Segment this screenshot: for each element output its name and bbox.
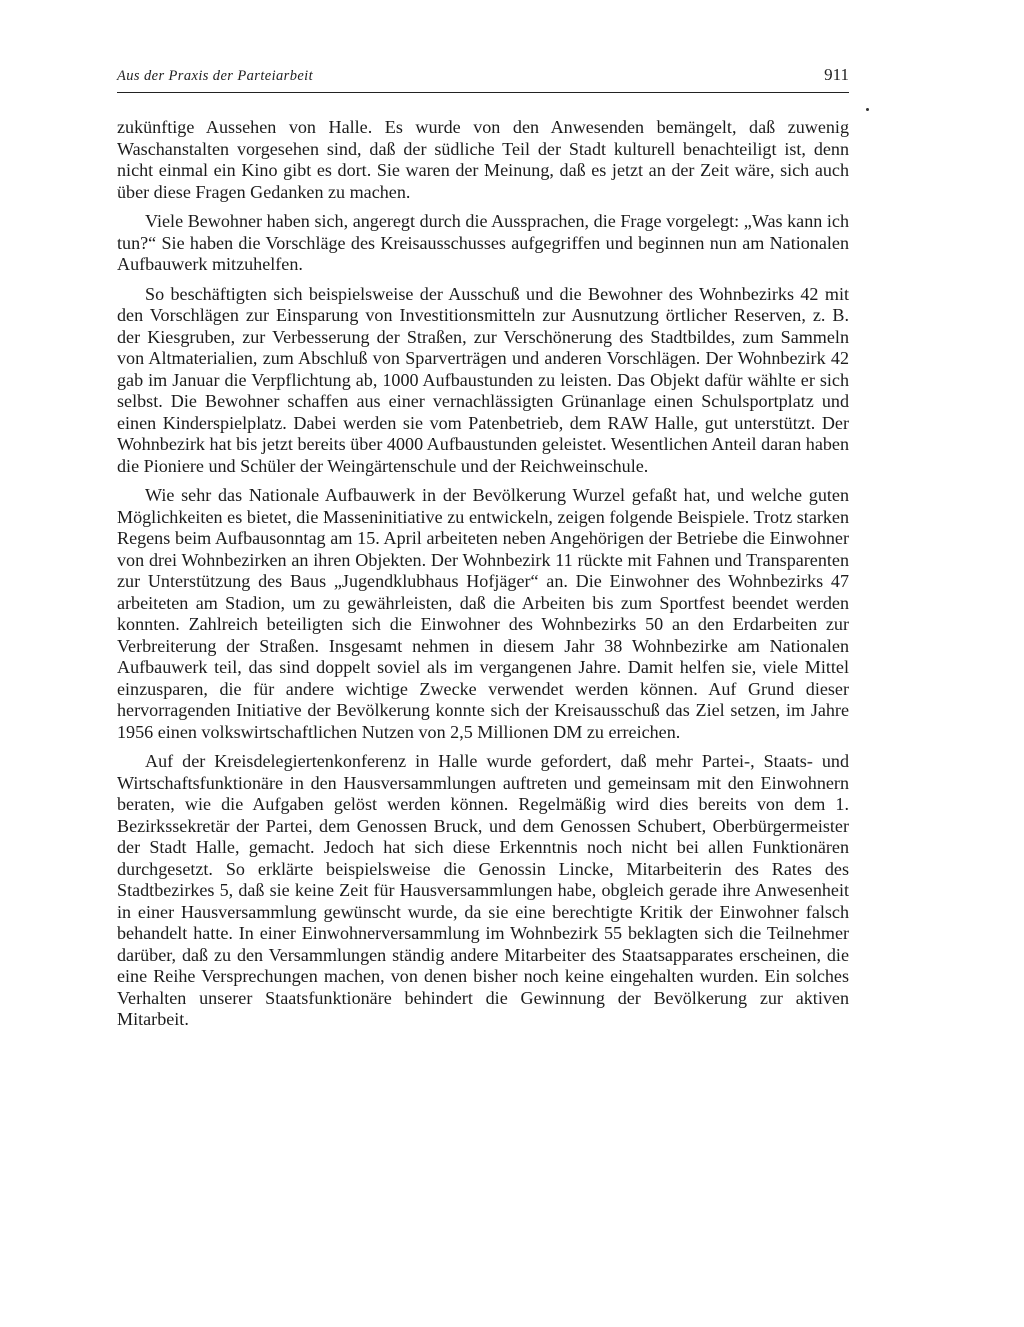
paragraph: Viele Bewohner haben sich, angeregt durch die Aussprachen, die Frage vorgelegt: „Was kann ich tun?“ Sie haben die Vorschläge des Kreisausschusses aufgegriffen und beginnen nun am Nationalen Aufbauwerk mitzuhelfen.	[117, 211, 849, 274]
paragraph: zukünftige Aussehen von Halle. Es wurde von den Anwesenden bemängelt, daß zuwenig Waschanstalten vorgesehen sind, daß der südliche Teil der Stadt kulturell benachteiligt ist, denn nicht einmal ein Kino gibt es dort. Sie waren der Meinung, daß es jetzt an der Zeit wäre, sich auch über diese Fragen Gedanken zu machen.	[117, 117, 849, 202]
print-speck	[866, 108, 869, 111]
paragraph: Auf der Kreisdelegiertenkonferenz in Halle wurde gefordert, daß mehr Partei-, Staats- und Wirtschaftsfunktionäre in den Hausversammlungen auftreten und gemeinsam mit den Einwohnern beraten, wie die Aufgaben gelöst werden können. Regelmäßig wird dies bereits von dem 1. Bezirkssekretär der Partei, dem Genossen Bruck, und dem Genossen Schubert, Oberbürgermeister der Stadt Halle, gemacht. Jedoch hat sich diese Erkenntnis noch nicht bei allen Funktionären durchgesetzt. So erklärte beispielsweise die Genossin Lincke, Mitarbeiterin des Rates des Stadtbezirkes 5, daß sie keine Zeit für Hausversammlungen habe, obgleich gerade ihre Anwesenheit in einer Hausversammlung gewünscht wurde, da sie eine berechtigte Kritik der Einwohner falsch behandelt hatte. In einer Einwohnerversammlung im Wohnbezirk 55 beklagten sich die Teilnehmer darüber, daß zu den Versammlungen ständig andere Mitarbeiter des Staatsapparates erscheinen, die eine Reihe Versprechungen machen, von denen bisher noch keine eingehalten wurden. Ein solches Verhalten unserer Staatsfunktionäre behindert die Gewinnung der Bevölkerung zur aktiven Mitarbeit.	[117, 751, 849, 1029]
page-number: 911	[824, 65, 849, 84]
running-title: Aus der Praxis der Parteiarbeit	[117, 68, 314, 84]
paragraph: So beschäftigten sich beispielsweise der Ausschuß und die Bewohner des Wohnbezirks 42 mit den Vorschlägen zur Einsparung von Investitionsmitteln zur Ausnutzung örtlicher Reserven, z. B. der Kiesgruben, zur Verbesserung der Straßen, zur Verschönerung des Stadtbildes, zum Sammeln von Altmaterialien, zum Abschluß von Sparverträgen und anderen Vorschlägen. Der Wohnbezirk 42 gab im Januar die Verpflichtung ab, 1000 Aufbaustunden zu leisten. Das Objekt dafür wählte er sich selbst. Die Bewohner schaffen aus einer vernachlässigten Grünanlage einen Schulsportplatz und einen Kinderspielplatz. Dabei werden sie vom Patenbetrieb, dem RAW Halle, gut unterstützt. Der Wohnbezirk hat bis jetzt bereits über 4000 Aufbaustunden geleistet. Wesentlichen Anteil daran haben die Pioniere und Schüler der Weingärtenschule und der Reichweinschule.	[117, 283, 849, 476]
paragraph: Wie sehr das Nationale Aufbauwerk in der Bevölkerung Wurzel gefaßt hat, und welche guten Möglichkeiten es bietet, die Masseninitiative zu entwickeln, zeigen folgende Beispiele. Trotz starken Regens beim Aufbausonntag am 15. April arbeiteten neben Angehörigen der Betriebe die Einwohner von drei Wohnbezirken an ihren Objekten. Der Wohnbezirk 11 rückte mit Fahnen und Transparenten zur Unterstützung des Baus „Jugendklubhaus Hofjäger“ an. Die Einwohner des Wohnbezirks 47 arbeiteten am Stadion, um zu gewährleisten, daß die Arbeiten bis zum Sportfest beendet werden konnten. Zahlreich beteiligten sich die Einwohner des Wohnbezirks 50 an den Erdarbeiten zur Verbreiterung der Straßen. Insgesamt nehmen in diesem Jahr 38 Wohnbezirke am Nationalen Aufbauwerk teil, das sind doppelt soviel als im vergangenen Jahre. Damit helfen sie, viele Mittel einzusparen, die für andere wichtige Zwecke verwendet werden können. Auf Grund dieser hervorragenden Initiative der Bevölkerung konnte sich der Kreisausschuß das Ziel setzen, im Jahre 1956 einen volkswirtschaftlichen Nutzen von 2,5 Millionen DM zu erreichen.	[117, 485, 849, 742]
body-text	[117, 117, 849, 1039]
running-header	[117, 64, 849, 93]
